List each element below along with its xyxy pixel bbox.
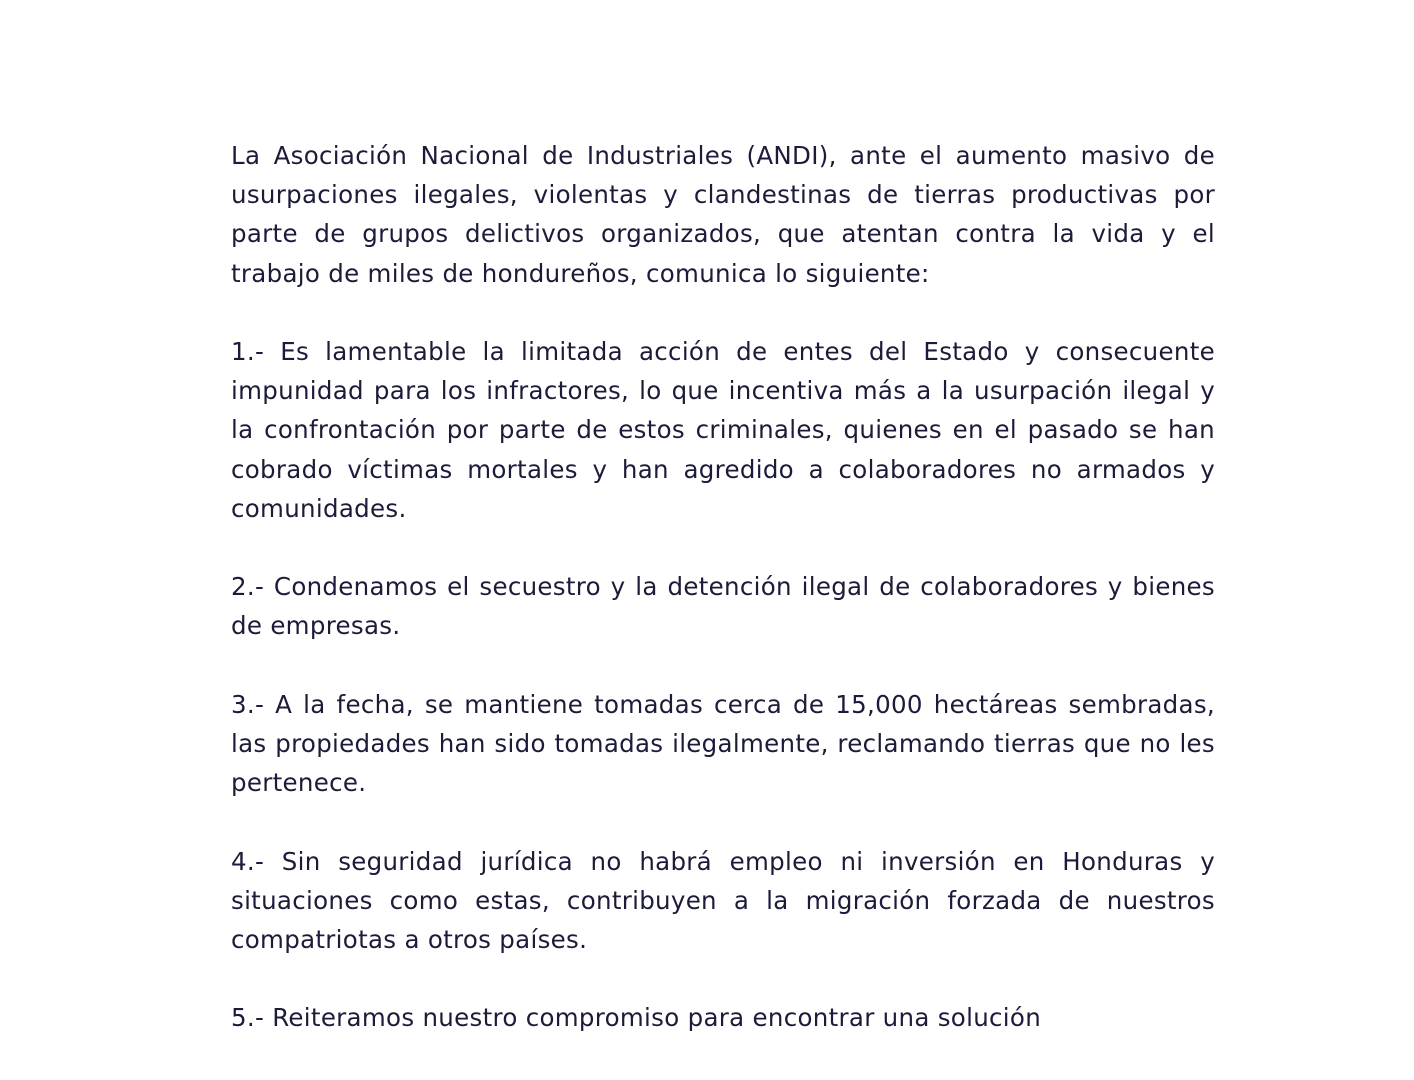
point-1-paragraph: 1.- Es lamentable la limitada acción de entes del Estado y consecuente impunidad para los infractores, lo que incentiva más a la usurpación ilegal y la confrontación por parte de estos criminales, quienes en el pasado se han cobrado víctimas mortales y han agredido a colaboradores no armados y comunidades. (231, 337, 1215, 523)
statement-body (231, 136, 1215, 1077)
point-2-paragraph: 2.- Condenamos el secuestro y la detención ilegal de colaboradores y bienes de empresas. (231, 572, 1215, 641)
point-3-paragraph: 3.- A la fecha, se mantiene tomadas cerca de 15,000 hectáreas sembradas, las propiedades han sido tomadas ilegalmente, reclamando tierras que no les pertenece. (231, 689, 1215, 798)
point-5-paragraph: 5.- Reiteramos nuestro compromiso para encontrar una solución (231, 1003, 1042, 1033)
point-4-paragraph: 4.- Sin seguridad jurídica no habrá empleo ni inversión en Honduras y situaciones como estas, contribuyen a la migración forzada de nuestros compatriotas a otros países. (231, 846, 1215, 954)
intro-paragraph: La Asociación Nacional de Industriales (ANDI), ante el aumento masivo de usurpaciones ilegales, violentas y clandestinas de tierras productivas por parte de grupos delictivos organizados, que atentan contra la vida y el trabajo de miles de hondureños, comunica lo siguiente: (231, 141, 1215, 288)
